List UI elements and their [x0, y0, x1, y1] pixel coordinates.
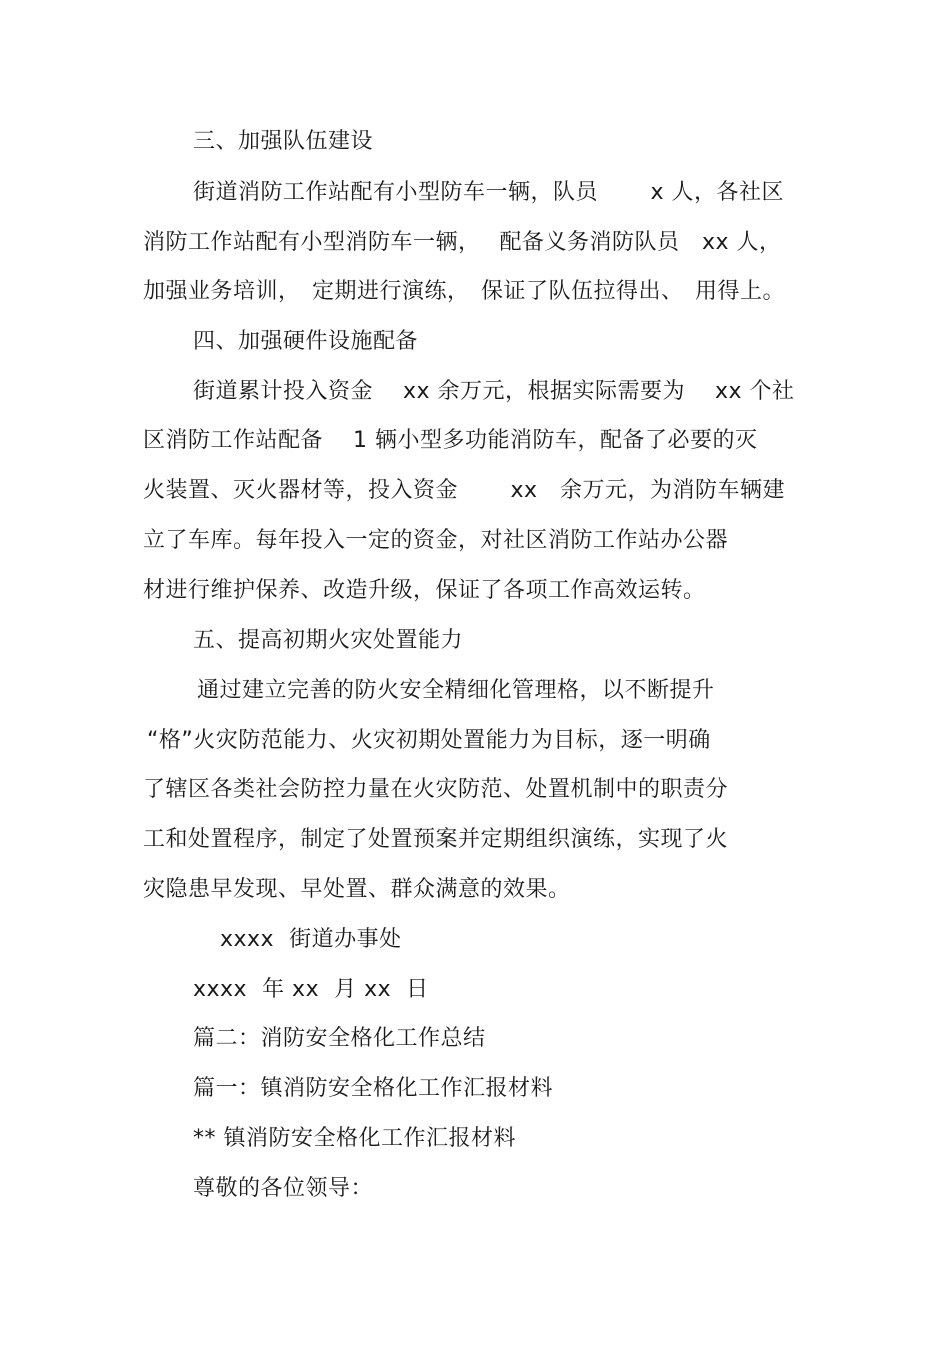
- heading-hardware: 四、加强硬件设施配备: [193, 329, 419, 354]
- paragraph-line: 灾隐患早发现、早处置、群众满意的效果。: [143, 877, 571, 902]
- heading-fire-response: 五、提高初期火灾处置能力: [193, 628, 464, 653]
- heading-team-building: 三、加强队伍建设: [193, 129, 374, 154]
- paragraph-line: 消防工作站配有小型消防车一辆， 配备义务消防队员 xx 人，: [143, 230, 782, 255]
- report-title: ** 镇消防安全格化工作汇报材料: [193, 1126, 516, 1151]
- paragraph-line: 材进行维护保养、改造升级，保证了各项工作高效运转。: [143, 578, 706, 603]
- section-title: 篇一：镇消防安全格化工作汇报材料: [193, 1076, 554, 1101]
- paragraph-line: 街道累计投入资金 xx 余万元，根据实际需要为 xx 个社: [193, 379, 795, 404]
- paragraph-line: 工和处置程序，制定了处置预案并定期组织演练，实现了火: [143, 827, 729, 852]
- paragraph-line: 火装置、灭火器材等，投入资金 xx 余万元，为消防车辆建: [143, 478, 786, 503]
- paragraph-line: 加强业务培训， 定期进行演练， 保证了队伍拉得出、 用得上。: [143, 279, 786, 304]
- signature-date: xxxx 年 xx 月 xx 日: [193, 977, 429, 1002]
- salutation: 尊敬的各位领导：: [193, 1176, 374, 1201]
- paragraph-line: 街道消防工作站配有小型防车一辆，队员 x 人，各社区: [193, 180, 785, 205]
- section-title: 篇二：消防安全格化工作总结: [193, 1026, 486, 1051]
- paragraph-line: “格”火灾防范能力、火灾初期处置能力为目标，逐一明确: [147, 728, 711, 753]
- paragraph-line: 立了车库。每年投入一定的资金，对社区消防工作站办公器: [143, 528, 729, 553]
- paragraph-line: 通过建立完善的防火安全精细化管理格，以不断提升: [197, 678, 715, 703]
- paragraph-line: 区消防工作站配备 1 辆小型多功能消防车，配备了必要的灭: [143, 428, 758, 453]
- paragraph-line: 了辖区各类社会防控力量在火灾防范、处置机制中的职责分: [143, 777, 729, 802]
- signature-office: xxxx 街道办事处: [220, 927, 402, 952]
